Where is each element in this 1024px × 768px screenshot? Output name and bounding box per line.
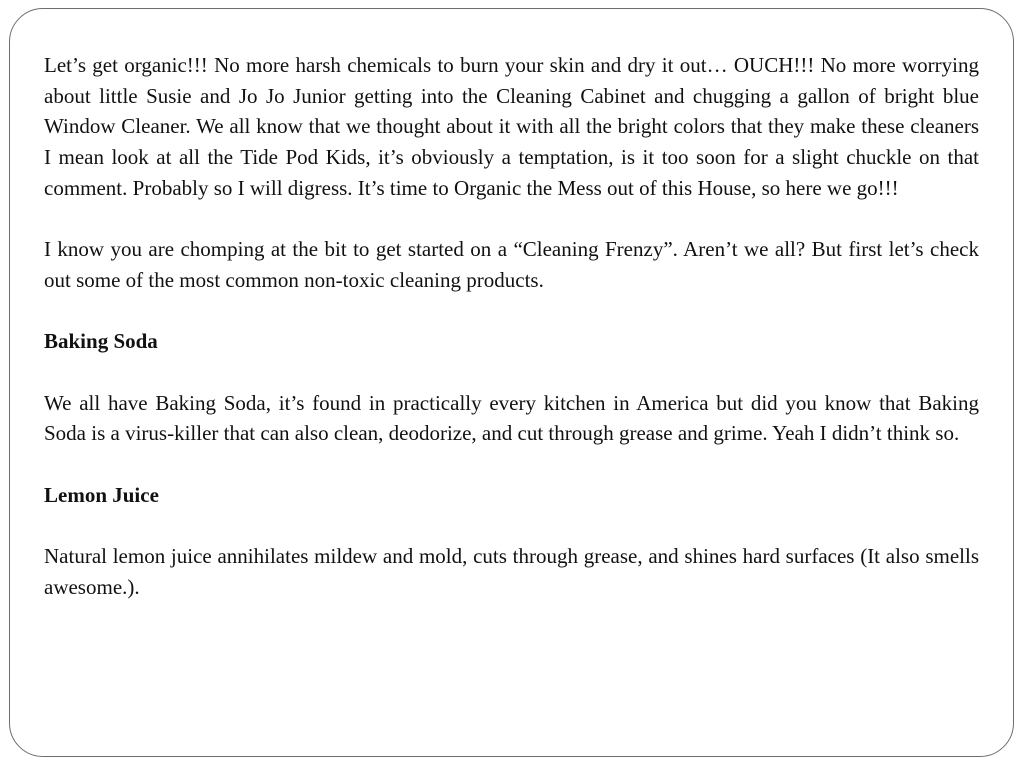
- slide-content: [44, 50, 979, 633]
- products-intro-paragraph: I know you are chomping at the bit to get started on a “Cleaning Frenzy”. Aren’t we all? But first let’s check out some of the most common non-toxic cleaning products.: [44, 237, 979, 292]
- lemon-juice-heading: Lemon Juice: [44, 482, 159, 507]
- baking-soda-heading: Baking Soda: [44, 329, 158, 354]
- intro-paragraph: Let’s get organic!!! No more harsh chemicals to burn your skin and dry it out… OUCH!!! No more worrying about little Susie and Jo Jo Junior getting into the Cleaning Cabinet and chugging a gallon of bright blue Window Cleaner. We all know that we thought about it with all the bright colors that they make these cleaners I mean look at all the Tide Pod Kids, it’s obviously a temptation, is it too soon for a slight chuckle on that comment. Probably so I will digress. It’s time to Organic the Mess out of this House, so here we go!!!: [44, 53, 979, 200]
- baking-soda-paragraph: We all have Baking Soda, it’s found in practically every kitchen in America but did you know that Baking Soda is a virus-killer that can also clean, deodorize, and cut through grease and grime. Yeah I didn’t think so.: [44, 390, 979, 446]
- lemon-juice-paragraph: Natural lemon juice annihilates mildew and mold, cuts through grease, and shines hard surfaces (It also smells awesome.).: [44, 544, 979, 599]
